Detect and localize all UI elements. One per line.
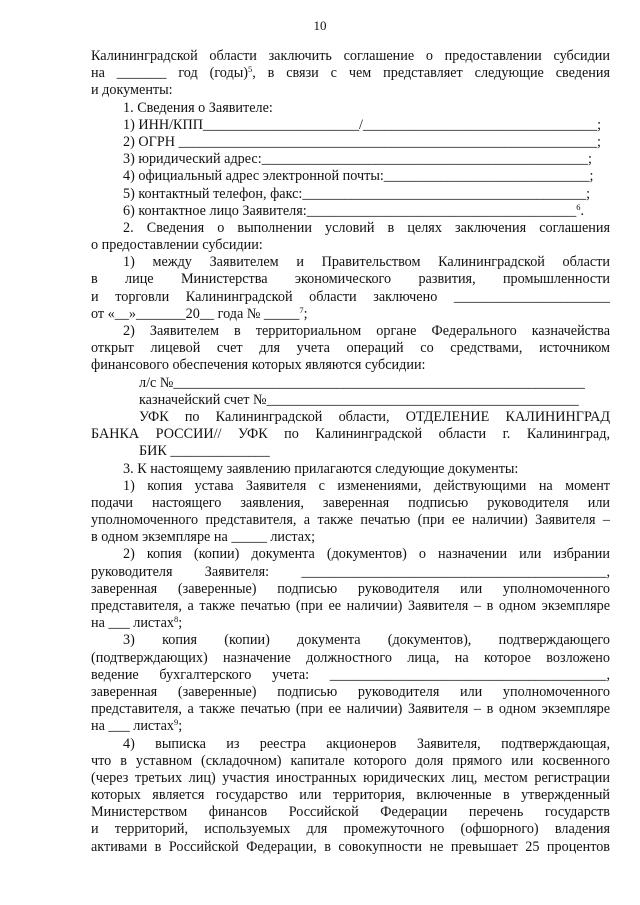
section2-item1-line-4: [91, 306, 610, 323]
section1-item-email: 4) официальный адрес электронной почты:_____________________________;: [123, 168, 594, 185]
section3-item1-line-4: в одном экземпляре на _____ листах;: [91, 529, 316, 546]
document-body: [91, 48, 610, 856]
section3-item3-line-1: 3) копия (копии) документа (документов), подтверждающего: [123, 632, 610, 649]
section3-item4-line-2: что в уставном (складочном) капитале которого доля прямого или косвенного: [91, 752, 610, 769]
bik-line: БИК ______________: [139, 443, 270, 460]
section2-item1-line-1: 1) между Заявителем и Правительством Калининградской области: [123, 254, 610, 271]
section3-item1-line-2: подачи настоящего заявления, заверенная подписью руководителя или: [91, 494, 610, 511]
footnote-ref-9: 9: [174, 718, 179, 728]
footnote-ref-8: 8: [174, 615, 179, 625]
section3-item2-line-1: 2) копия (копии) документа (документов) о назначении или избрании: [123, 546, 610, 563]
section3-item2-line-2: руководителя Заявителя: ___________________________________________,: [91, 563, 610, 580]
section3-item4-line-6: и территорий, используемых для промежуточного (офшорного) владения: [91, 821, 610, 838]
section3-item3-line-2: (подтверждающих) назначение должностного лица, на которое возложено: [91, 649, 610, 666]
section1-item-phone: 5) контактный телефон, факс:________________________________________;: [123, 185, 591, 202]
section1-item-contact: [91, 203, 610, 220]
ufk-line-1: УФК по Калининградской области, ОТДЕЛЕНИЕ КАЛИНИНГРАД: [139, 408, 610, 425]
intro-line-1: Калининградской области заключить соглашение о предоставлении субсидии: [91, 48, 610, 64]
section3-item3-line-6: [91, 718, 610, 735]
section3-item4-line-5: Министерством финансов Российской Федерации перечень государств: [91, 804, 610, 821]
section1-heading: 1. Сведения о Заявителе:: [123, 99, 273, 116]
section3-item2-line-3: заверенная (заверенные) подписью руководителя или уполномоченного: [91, 580, 610, 597]
section3-item1-line-3: уполномоченного представителя, а также печатью (при ее наличии) Заявителя –: [91, 512, 610, 529]
section3-item2-line-5: [91, 615, 610, 632]
intro-continuation: , в связи с чем представляет следующие сведения: [252, 65, 610, 82]
section3-heading: 3. К настоящему заявлению прилагаются следующие документы:: [123, 460, 519, 477]
page-number: 10: [313, 18, 327, 33]
section3-item4-line-3: (через третьих лиц) участия иностранных юридических лиц, местом регистрации: [91, 769, 610, 786]
section1-item-ogrn: 2) ОГРН ___________________________________________________________;: [123, 133, 601, 150]
section2-heading-line-1: 2. Сведения о выполнении условий в целях заключения соглашения: [123, 219, 610, 236]
section3-item4-line-7: активами в Российской Федерации, в совокупности не превышает 25 процентов: [91, 838, 610, 855]
footnote-ref-5: 5: [247, 65, 253, 75]
intro-year-text: на _______ год (годы): [91, 65, 248, 82]
section3-item2-line-4: представителя, а также печатью (при ее наличии) Заявителя – в одном экземпляре: [91, 598, 610, 614]
item2-sheets-text: на ___ листах: [91, 615, 174, 632]
contact-end: .: [580, 202, 585, 219]
section2-heading-line-2: о предоставлении субсидии:: [91, 237, 263, 254]
section2-item2-line-2: открыт лицевой счет для учета операций со средствами, источником: [91, 340, 610, 357]
section1-item-inn: 1) ИНН/КПП______________________/_________________________________;: [123, 116, 602, 133]
section3-item4-line-4: которых является государство или территория, включенные в утвержденный: [91, 787, 610, 804]
treasury-account-line: казначейский счет №____________________________________________: [139, 391, 579, 408]
item3-sheets-text: на ___ листах: [91, 718, 174, 735]
intro-line-3: и документы:: [91, 82, 173, 99]
agreement-date-text: от «__»_______20__ года № _____: [91, 305, 300, 322]
section3-item4-line-1: 4) выписка из реестра акционеров Заявителя, подтверждающая,: [123, 735, 610, 752]
section3-item3-line-5: представителя, а также печатью (при ее наличии) Заявителя – в одном экземпляре: [91, 701, 610, 718]
section3-item1-line-1: 1) копия устава Заявителя с изменениями, действующими на момент: [123, 477, 610, 494]
section3-item3-line-4: заверенная (заверенные) подписью руководителя или уполномоченного: [91, 683, 610, 700]
section3-item3-line-3: ведение бухгалтерского учета: _______________________________________,: [91, 666, 610, 683]
item3-sheets-end: ;: [178, 718, 183, 735]
personal-account-line: л/с №__________________________________________________________: [139, 374, 585, 391]
intro-line-2: [91, 65, 610, 82]
agreement-date-end: ;: [303, 305, 308, 322]
contact-text: 6) контактное лицо Заявителя:______________________________________: [123, 202, 577, 219]
footnote-ref-6: 6: [576, 202, 581, 212]
section2-item2-line-1: 2) Заявителем в территориальном органе Федерального казначейства: [123, 323, 610, 339]
item2-sheets-end: ;: [178, 615, 183, 632]
section1-item-address: 3) юридический адрес:______________________________________________;: [123, 151, 592, 168]
section2-item2-line-3: финансового обеспечения которых являются субсидии:: [91, 357, 426, 374]
footnote-ref-7: 7: [299, 305, 304, 315]
ufk-line-2: БАНКА РОССИИ// УФК по Калининградской области г. Калининград,: [91, 426, 610, 443]
section2-item1-line-2: в лице Министерства экономического развития, промышленности: [91, 271, 610, 288]
section2-item1-line-3: и торговли Калининградской области заключено ______________________: [91, 288, 610, 305]
